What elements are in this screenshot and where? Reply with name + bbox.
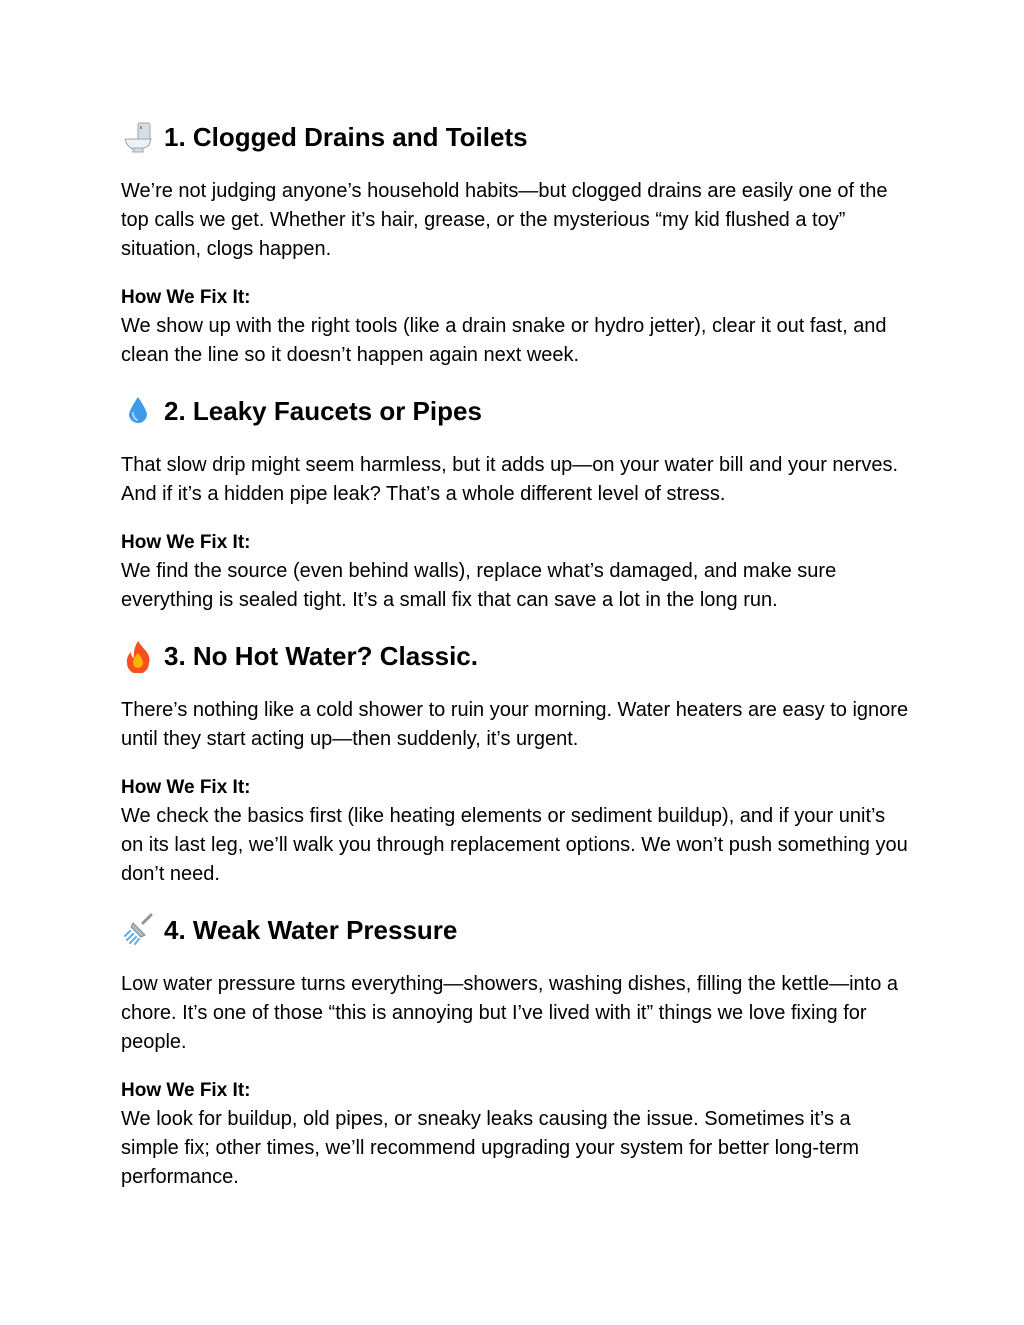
fix-text: We find the source (even behind walls), replace what’s damaged, and make sure everything is sealed tight. It’s a small fix that can save a lot in the long run.: [121, 560, 837, 611]
section-intro: That slow drip might seem harmless, but it adds up—on your water bill and your nerves. And if it’s a hidden pipe leak? That’s a whole different level of stress.: [121, 454, 899, 505]
section-weak-pressure: [121, 910, 911, 1188]
section-heading: [121, 391, 911, 431]
section-intro: We’re not judging anyone’s household habits—but clogged drains are easily one of the top calls we get. Whether it’s hair, grease, or the mysterious “my kid flushed a toy” situation, clogs happen.: [121, 180, 888, 260]
section-no-hot-water: [121, 636, 911, 885]
droplet-icon: [121, 394, 155, 428]
fix-text: We show up with the right tools (like a drain snake or hydro jetter), clear it out fast, and clean the line so it doesn’t happen again next week.: [121, 315, 887, 366]
fix-label: How We Fix It:: [121, 777, 251, 798]
fire-icon: [121, 639, 155, 673]
fix-block: [121, 528, 911, 615]
section-title: 1. Clogged Drains and Toilets: [164, 122, 528, 152]
section-heading: [121, 117, 911, 157]
section-clogged-drains: [121, 117, 911, 366]
section-title: 3. No Hot Water? Classic.: [164, 641, 478, 671]
fix-block: [121, 283, 911, 370]
fix-block: [121, 773, 911, 889]
section-intro: There’s nothing like a cold shower to ruin your morning. Water heaters are easy to ignore until they start acting up—then suddenly, it’s urgent.: [121, 699, 909, 750]
section-title: 2. Leaky Faucets or Pipes: [164, 396, 482, 426]
fix-label: How We Fix It:: [121, 532, 251, 553]
fix-text: We look for buildup, old pipes, or sneaky leaks causing the issue. Sometimes it’s a simple fix; other times, we’ll recommend upgrading your system for better long-term performance.: [121, 1108, 860, 1188]
fix-label: How We Fix It:: [121, 1080, 251, 1101]
shower-icon: [121, 913, 155, 947]
fix-text: We check the basics first (like heating elements or sediment buildup), and if your unit’s on its last leg, we’ll walk you through replacement options. We won’t push something you don’t need.: [121, 805, 908, 885]
fix-label: How We Fix It:: [121, 287, 251, 308]
fix-block: [121, 1076, 911, 1192]
section-heading: [121, 910, 911, 950]
section-heading: [121, 636, 911, 676]
toilet-icon: [121, 120, 155, 154]
section-intro: Low water pressure turns everything—showers, washing dishes, filling the kettle—into a chore. It’s one of those “this is annoying but I’ve lived with it” things we love fixing for people.: [121, 973, 899, 1053]
section-leaky-faucets: [121, 391, 911, 611]
section-title: 4. Weak Water Pressure: [164, 915, 458, 945]
